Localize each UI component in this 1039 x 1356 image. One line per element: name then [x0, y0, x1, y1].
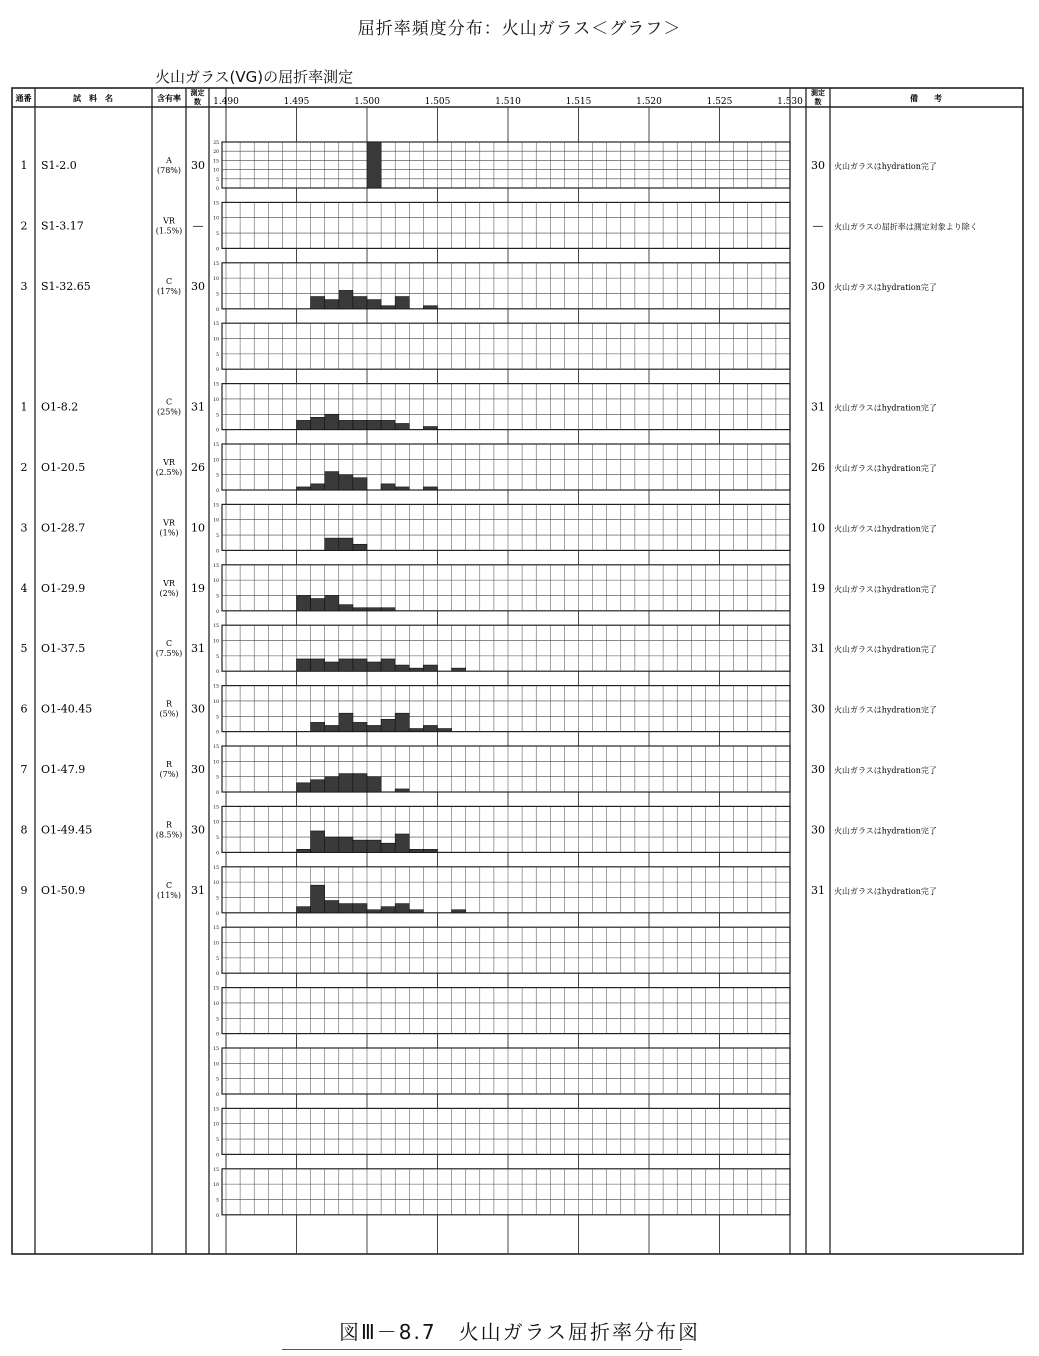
y-tick-label: 10 — [213, 337, 219, 343]
x-tick-label: 1.530 — [777, 97, 803, 107]
x-tick-label: 1.510 — [495, 97, 521, 107]
histogram-bar — [381, 484, 395, 490]
row-number: 1 — [20, 159, 28, 172]
sample-row — [213, 1167, 790, 1219]
histogram-bar — [423, 427, 437, 430]
y-tick-label: 10 — [213, 941, 219, 947]
content-class: VR — [163, 458, 175, 467]
histogram-bar — [353, 722, 367, 731]
chart-subtitle: 火山ガラス(VG)の屈折率測定 — [155, 68, 354, 86]
histogram-bar — [353, 774, 367, 792]
header-content: 含有率 — [157, 93, 181, 103]
histogram-bar — [353, 904, 367, 913]
histogram-bar — [339, 659, 353, 671]
histogram-bar — [297, 420, 311, 429]
histogram-bar — [325, 901, 339, 913]
y-tick-label: 5 — [216, 956, 219, 962]
histogram-bar — [353, 544, 367, 550]
sample-row — [21, 502, 937, 554]
header-count-line1: 測定 — [190, 88, 205, 97]
measurement-count: 30 — [191, 763, 205, 776]
histogram-bar — [367, 420, 381, 429]
y-tick-label: 0 — [216, 730, 219, 736]
x-tick-label: 1.505 — [424, 97, 451, 107]
measurement-count-right: 30 — [811, 823, 825, 837]
remark-text: 火山ガラスはhydration完了 — [834, 584, 937, 594]
content-class: VR — [163, 578, 175, 588]
sample-name: S1-3.17 — [41, 219, 84, 233]
y-tick-label: 0 — [216, 307, 219, 313]
content-percent: (7%) — [159, 770, 179, 779]
sample-name: O1-20.5 — [41, 461, 86, 474]
histogram-bar — [367, 840, 381, 852]
y-tick-label: 10 — [213, 1062, 219, 1068]
remark-text: 火山ガラスはhydration完了 — [834, 645, 937, 655]
caption-underline — [282, 1349, 682, 1350]
y-tick-label: 0 — [216, 972, 219, 978]
histogram-bar — [395, 487, 409, 490]
measurement-count: 30 — [191, 279, 205, 293]
sample-name: O1-8.2 — [41, 400, 79, 414]
y-tick-label: 10 — [213, 277, 219, 283]
histogram-bar — [395, 904, 409, 913]
remark-text: 火山ガラスの屈折率は測定対象より除く — [834, 222, 978, 232]
histogram-bar — [325, 662, 339, 671]
sample-name: O1-49.45 — [41, 823, 93, 837]
y-tick-label: 15 — [213, 443, 219, 448]
histogram-bar — [423, 849, 437, 852]
measurement-count: 31 — [191, 642, 205, 656]
y-tick-label: 15 — [213, 503, 219, 509]
content-percent: (1.5%) — [155, 226, 183, 236]
histogram-bar — [367, 142, 381, 188]
header-no: 通番 — [15, 93, 32, 103]
histogram-bar — [409, 849, 423, 852]
y-tick-label: 10 — [213, 881, 219, 887]
histogram-frame — [222, 1108, 790, 1154]
row-number: 1 — [20, 400, 28, 414]
histogram-bar — [297, 487, 311, 490]
content-percent: (11%) — [156, 890, 182, 900]
x-tick-label: 1.495 — [283, 97, 310, 107]
y-tick-label: 0 — [216, 911, 219, 917]
row-number: 8 — [20, 823, 28, 837]
sample-row — [21, 865, 937, 917]
histogram-bar — [311, 417, 325, 429]
measurement-count: — — [192, 219, 204, 233]
y-tick-label: 25 — [213, 141, 219, 146]
row-number: 7 — [20, 763, 28, 776]
histogram-bar — [409, 729, 423, 732]
histogram-bar — [395, 297, 409, 309]
page-title: 屈折率頻度分布：火山ガラス＜グラフ＞ — [357, 19, 682, 39]
histogram-bar — [325, 837, 339, 852]
histogram-frame — [222, 988, 790, 1034]
measurement-count: 30 — [191, 159, 205, 172]
y-tick-label: 5 — [216, 1077, 219, 1083]
y-tick-label: 5 — [216, 715, 219, 721]
sample-row — [21, 140, 937, 192]
histogram-bar — [367, 662, 381, 671]
remark-text: 火山ガラスはhydration完了 — [834, 403, 937, 413]
y-tick-label: 5 — [216, 473, 219, 479]
y-tick-label: 15 — [213, 201, 219, 207]
y-tick-label: 10 — [213, 699, 219, 705]
y-tick-label: 15 — [213, 322, 219, 328]
histogram-bar — [339, 713, 353, 731]
figure-caption: 図Ⅲ－8.7 火山ガラス屈折率分布図 — [339, 1320, 700, 1344]
y-tick-label: 5 — [216, 896, 219, 902]
sample-name: O1-47.9 — [41, 763, 86, 776]
histogram-bar — [438, 729, 452, 732]
histogram-frame — [222, 202, 790, 248]
y-tick-label: 15 — [213, 684, 219, 690]
sample-row — [21, 261, 937, 313]
y-tick-label: 0 — [216, 368, 219, 374]
measurement-count: 26 — [191, 461, 205, 474]
histogram-bar — [325, 414, 339, 429]
histogram-bar — [339, 475, 353, 490]
x-tick-label: 1.515 — [565, 97, 592, 107]
sample-name: O1-28.7 — [41, 521, 86, 535]
y-tick-label: 15 — [213, 159, 219, 165]
y-tick-label: 0 — [216, 1032, 219, 1038]
header-count-right-line1: 測定 — [811, 88, 825, 97]
content-percent: (25%) — [156, 407, 182, 417]
y-tick-label: 15 — [213, 624, 219, 630]
y-tick-label: 10 — [213, 1122, 219, 1128]
histogram-bar — [395, 423, 409, 429]
y-tick-label: 5 — [216, 177, 219, 183]
histogram-bar — [297, 659, 311, 671]
y-tick-label: 5 — [216, 232, 219, 238]
histogram-bar — [353, 420, 367, 429]
measurement-count-right: 30 — [811, 702, 825, 716]
histogram-frame — [222, 806, 790, 852]
histogram-bar — [423, 665, 437, 671]
remark-text: 火山ガラスはhydration完了 — [834, 705, 937, 715]
y-tick-label: 15 — [213, 382, 219, 388]
measurement-count-right: 31 — [811, 883, 825, 897]
y-tick-label: 5 — [216, 413, 219, 419]
y-tick-label: 0 — [216, 1213, 219, 1219]
y-tick-label: 5 — [216, 654, 219, 660]
y-tick-label: 10 — [213, 1183, 219, 1189]
y-tick-label: 10 — [213, 760, 219, 766]
histogram-bar — [409, 668, 423, 671]
sample-name: O1-50.9 — [41, 883, 86, 897]
y-tick-label: 15 — [213, 745, 219, 750]
x-tick-label: 1.525 — [706, 97, 733, 107]
measurement-count-right: 19 — [811, 581, 825, 595]
row-number: 2 — [20, 219, 28, 233]
y-tick-label: 5 — [216, 292, 219, 298]
y-tick-label: 0 — [216, 187, 219, 192]
content-percent: (5%) — [159, 709, 179, 719]
measurement-count: 30 — [191, 702, 205, 716]
histogram-bar — [367, 777, 381, 792]
measurement-count-right: 31 — [811, 642, 825, 656]
y-tick-label: 5 — [216, 1017, 219, 1023]
y-tick-label: 10 — [213, 639, 219, 645]
histogram-bar — [353, 659, 367, 671]
sample-row — [213, 321, 790, 373]
sample-name: O1-29.9 — [41, 581, 86, 595]
sample-row — [21, 684, 937, 736]
remark-text: 火山ガラスはhydration完了 — [834, 886, 937, 896]
histogram-bar — [339, 837, 353, 852]
remark-text: 火山ガラスはhydration完了 — [834, 464, 937, 473]
y-tick-label: 10 — [213, 397, 219, 403]
histogram-frame — [222, 1169, 790, 1215]
content-class: C — [165, 880, 173, 890]
header-count-right-line2: 数 — [814, 97, 822, 106]
histogram-bar — [381, 420, 395, 429]
measurement-count: 10 — [191, 521, 205, 535]
histogram-frame — [222, 867, 790, 913]
content-class: R — [165, 820, 173, 830]
histogram-bar — [353, 840, 367, 852]
y-tick-label: 5 — [216, 534, 219, 540]
content-class: C — [165, 639, 173, 649]
remark-text: 火山ガラスはhydration完了 — [834, 282, 937, 292]
histogram-bar — [395, 789, 409, 792]
y-tick-label: 0 — [216, 489, 219, 494]
histogram-bar — [297, 783, 311, 792]
measurement-count-right: 26 — [811, 461, 825, 474]
content-percent: (1%) — [159, 528, 179, 538]
row-number: 4 — [20, 581, 28, 595]
histogram-bar — [325, 777, 339, 792]
measurement-count-right: 30 — [811, 159, 825, 172]
measurement-count-right: — — [812, 219, 824, 233]
histogram-bar — [325, 725, 339, 731]
histogram-bar — [381, 608, 395, 611]
histogram-bar — [423, 487, 437, 490]
histogram-bar — [339, 420, 353, 429]
y-tick-label: 15 — [213, 865, 219, 871]
histogram-frame — [222, 504, 790, 550]
measurement-count-right: 30 — [811, 279, 825, 293]
sample-row — [21, 200, 978, 252]
header-count-line2: 数 — [194, 97, 201, 106]
histogram-bar — [381, 659, 395, 671]
histogram-frame — [222, 142, 790, 188]
histogram-bar — [297, 849, 311, 852]
remark-text: 火山ガラスはhydration完了 — [834, 524, 937, 534]
sample-row — [21, 382, 937, 434]
histogram-bar — [423, 306, 437, 309]
histogram-bar — [395, 834, 409, 852]
histogram-bar — [311, 780, 325, 792]
histogram-bar — [381, 907, 395, 913]
y-tick-label: 0 — [216, 247, 219, 253]
sample-row — [21, 563, 937, 615]
y-tick-label: 10 — [213, 1001, 219, 1007]
histogram-frame — [222, 323, 790, 369]
y-tick-label: 15 — [213, 1047, 219, 1052]
y-tick-label: 15 — [213, 1107, 219, 1113]
histogram-bar — [452, 668, 466, 671]
remark-text: 火山ガラスはhydration完了 — [834, 766, 937, 775]
sample-name: O1-40.45 — [41, 702, 93, 716]
histogram-bar — [311, 885, 325, 913]
y-tick-label: 0 — [216, 851, 219, 857]
histogram-bar — [339, 290, 353, 308]
histogram-bar — [297, 595, 311, 610]
histogram-bar — [452, 910, 466, 913]
measurement-count-right: 10 — [811, 521, 825, 535]
remark-text: 火山ガラスはhydration完了 — [834, 826, 937, 836]
sample-row — [21, 804, 937, 856]
y-tick-label: 10 — [213, 518, 219, 524]
y-tick-label: 0 — [216, 549, 219, 555]
histogram-bar — [367, 608, 381, 611]
measurement-count: 30 — [191, 823, 205, 837]
measurement-count-right: 30 — [811, 763, 825, 776]
sample-row — [21, 744, 937, 796]
sample-row — [21, 623, 937, 675]
sample-row — [213, 986, 790, 1038]
histogram-bar — [311, 659, 325, 671]
y-tick-label: 5 — [216, 594, 219, 600]
sample-name: O1-37.5 — [41, 642, 86, 656]
row-number: 3 — [20, 279, 28, 293]
histogram-bar — [353, 478, 367, 490]
content-class: C — [165, 397, 173, 407]
content-class: C — [165, 276, 173, 286]
y-tick-label: 15 — [213, 986, 219, 992]
histogram-bar — [339, 904, 353, 913]
header-remarks: 備 考 — [910, 93, 942, 103]
histogram-bar — [311, 831, 325, 852]
y-tick-label: 0 — [216, 791, 219, 796]
x-tick-label: 1.490 — [213, 97, 239, 107]
histogram-bar — [311, 722, 325, 731]
y-tick-label: 20 — [213, 150, 219, 156]
x-tick-label: 1.500 — [354, 97, 380, 107]
content-class: R — [165, 699, 173, 709]
y-tick-label: 5 — [216, 775, 219, 781]
histogram-bar — [353, 297, 367, 309]
histogram-bar — [381, 719, 395, 731]
sample-row — [213, 925, 790, 977]
histogram-bar — [325, 595, 339, 610]
y-tick-label: 10 — [213, 579, 219, 585]
y-tick-label: 5 — [216, 1138, 219, 1144]
y-tick-label: 10 — [213, 820, 219, 826]
histogram-bar — [325, 300, 339, 309]
histogram-bar — [311, 484, 325, 490]
row-number: 3 — [20, 521, 28, 535]
histogram-bar — [339, 605, 353, 611]
histogram-bar — [339, 774, 353, 792]
remark-text: 火山ガラスはhydration完了 — [834, 162, 937, 171]
measurement-count: 19 — [191, 581, 205, 595]
histogram-bar — [423, 725, 437, 731]
y-tick-label: 15 — [213, 926, 219, 932]
row-number: 5 — [20, 642, 28, 656]
measurement-count-right: 31 — [811, 400, 825, 414]
content-class: VR — [163, 518, 175, 528]
histogram-frame — [222, 444, 790, 490]
histogram-bar — [325, 538, 339, 550]
histogram-bar — [381, 306, 395, 309]
y-tick-label: 5 — [216, 352, 219, 358]
y-tick-label: 10 — [213, 216, 219, 222]
y-tick-label: 0 — [216, 609, 219, 615]
sample-row — [21, 442, 937, 494]
histogram-bar — [297, 907, 311, 913]
y-tick-label: 10 — [213, 168, 219, 174]
row-number: 9 — [20, 883, 28, 897]
x-tick-label: 1.520 — [636, 97, 662, 107]
histogram-bar — [311, 297, 325, 309]
row-number: 2 — [20, 461, 28, 474]
content-class: VR — [163, 216, 175, 226]
content-percent: (7.5%) — [155, 649, 183, 659]
content-class: A — [166, 156, 172, 165]
y-tick-label: 5 — [216, 1198, 219, 1204]
histogram-bar — [339, 538, 353, 550]
histogram-bar — [353, 608, 367, 611]
histogram-bar — [395, 665, 409, 671]
sample-row — [213, 1046, 790, 1098]
histogram-bar — [395, 713, 409, 731]
sample-row — [213, 1106, 790, 1158]
y-tick-label: 15 — [213, 1167, 219, 1173]
content-percent: (78%) — [156, 166, 182, 175]
y-tick-label: 15 — [213, 261, 219, 267]
sample-name: S1-2.0 — [41, 159, 77, 172]
histogram-bar — [367, 725, 381, 731]
content-percent: (2.5%) — [155, 468, 183, 477]
histogram-bar — [381, 843, 395, 852]
content-percent: (8.5%) — [155, 830, 183, 840]
histogram-bar — [367, 910, 381, 913]
histogram-frame — [222, 1048, 790, 1094]
measurement-count: 31 — [191, 400, 205, 414]
histogram-frame — [222, 927, 790, 973]
measurement-count: 31 — [191, 883, 205, 897]
row-number: 6 — [20, 702, 28, 716]
content-percent: (17%) — [156, 286, 182, 296]
y-tick-label: 0 — [216, 1093, 219, 1098]
y-tick-label: 0 — [216, 670, 219, 676]
y-tick-label: 10 — [213, 458, 219, 464]
y-tick-label: 15 — [213, 805, 219, 811]
histogram-bar — [409, 910, 423, 913]
histogram-bar — [367, 300, 381, 309]
content-class: R — [165, 760, 173, 769]
y-tick-label: 0 — [216, 1153, 219, 1159]
histogram-frame — [222, 263, 790, 309]
sample-name: S1-32.65 — [41, 279, 91, 293]
content-percent: (2%) — [159, 588, 179, 598]
y-tick-label: 5 — [216, 836, 219, 842]
histogram-bar — [311, 599, 325, 611]
y-tick-label: 15 — [213, 563, 219, 569]
histogram-frame — [222, 686, 790, 732]
header-sample: 試 料 名 — [73, 93, 113, 103]
y-tick-label: 0 — [216, 428, 219, 434]
histogram-bar — [325, 472, 339, 490]
